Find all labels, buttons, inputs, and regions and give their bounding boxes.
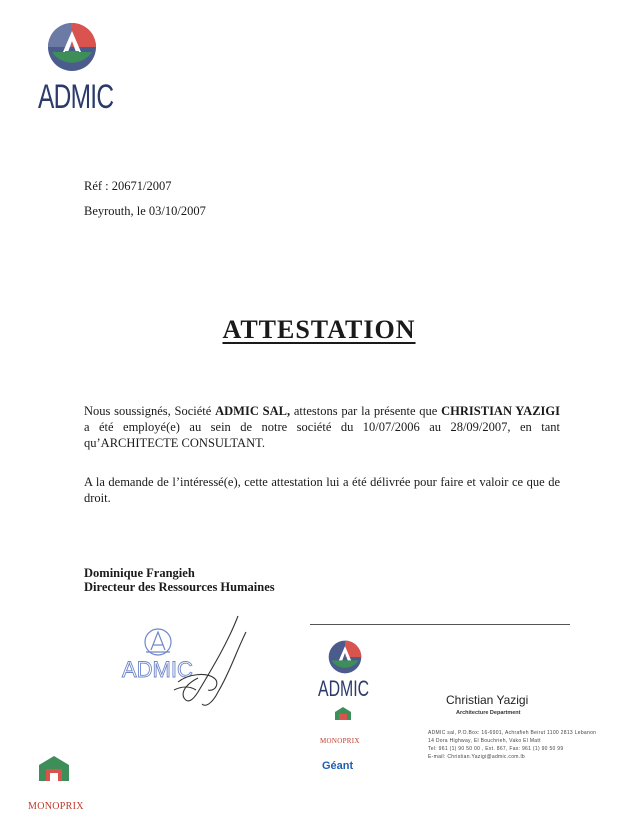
place-date: Beyrouth, le 03/10/2007 xyxy=(84,204,206,218)
document-title: ATTESTATION xyxy=(222,315,416,344)
card-department: Architecture Department xyxy=(456,710,521,716)
svg-text:ADMIC: ADMIC xyxy=(122,657,193,682)
p1-text-c: a été employé(e) au sein de notre société du 10/07/2006 au 28/09/2007, en tant qu’ARCHITECTE CONSULTANT. xyxy=(84,420,560,450)
p1-text-a: Nous soussignés, Société xyxy=(84,404,216,418)
admic-logo-icon xyxy=(47,22,97,72)
card-admic-wordmark: ADMIC xyxy=(318,676,370,701)
hv-logo-icon xyxy=(36,754,72,784)
card-address-2: 14 Dora Highway, El Bouchrieh, Vako El Matt xyxy=(428,738,541,744)
p1-text-b: attestons par la présente que xyxy=(290,404,442,418)
card-phone: Tel: 961 (1) 90 50 00 , Ext. 867, Fax: 961 (1) 90 50 99 xyxy=(428,746,564,752)
monoprix-logo: MONOPRIX xyxy=(28,801,84,812)
card-address-1: ADMIC sal, P.O.Box: 16-6901, Achrafieh Beirut 1100 2813 Lebanon xyxy=(428,730,597,736)
card-admic-logo-icon xyxy=(328,640,362,674)
card-geant-logo: Géant xyxy=(322,760,354,772)
body-paragraph-1 xyxy=(84,403,560,451)
company-name: ADMIC SAL, xyxy=(215,404,291,418)
card-monoprix-logo: MONOPRIX xyxy=(320,737,360,745)
admic-wordmark: ADMIC xyxy=(38,78,114,116)
body-paragraph-2: A la demande de l’intéressé(e), cette attestation lui a été délivrée pour faire et valoir ce que de droit. xyxy=(84,475,560,505)
card-email: E-mail: Christian.Yazigi@admic.com.lb xyxy=(428,754,525,760)
signatory-name: Dominique Frangieh xyxy=(84,566,195,580)
employee-name: CHRISTIAN YAZIGI xyxy=(441,404,560,418)
card-hv-logo-icon xyxy=(333,706,353,722)
card-name: Christian Yazigi xyxy=(446,693,529,707)
reference-number: Réf : 20671/2007 xyxy=(84,179,172,193)
stamp-signature-icon xyxy=(118,612,278,722)
signatory-role: Directeur des Ressources Humaines xyxy=(84,580,275,594)
